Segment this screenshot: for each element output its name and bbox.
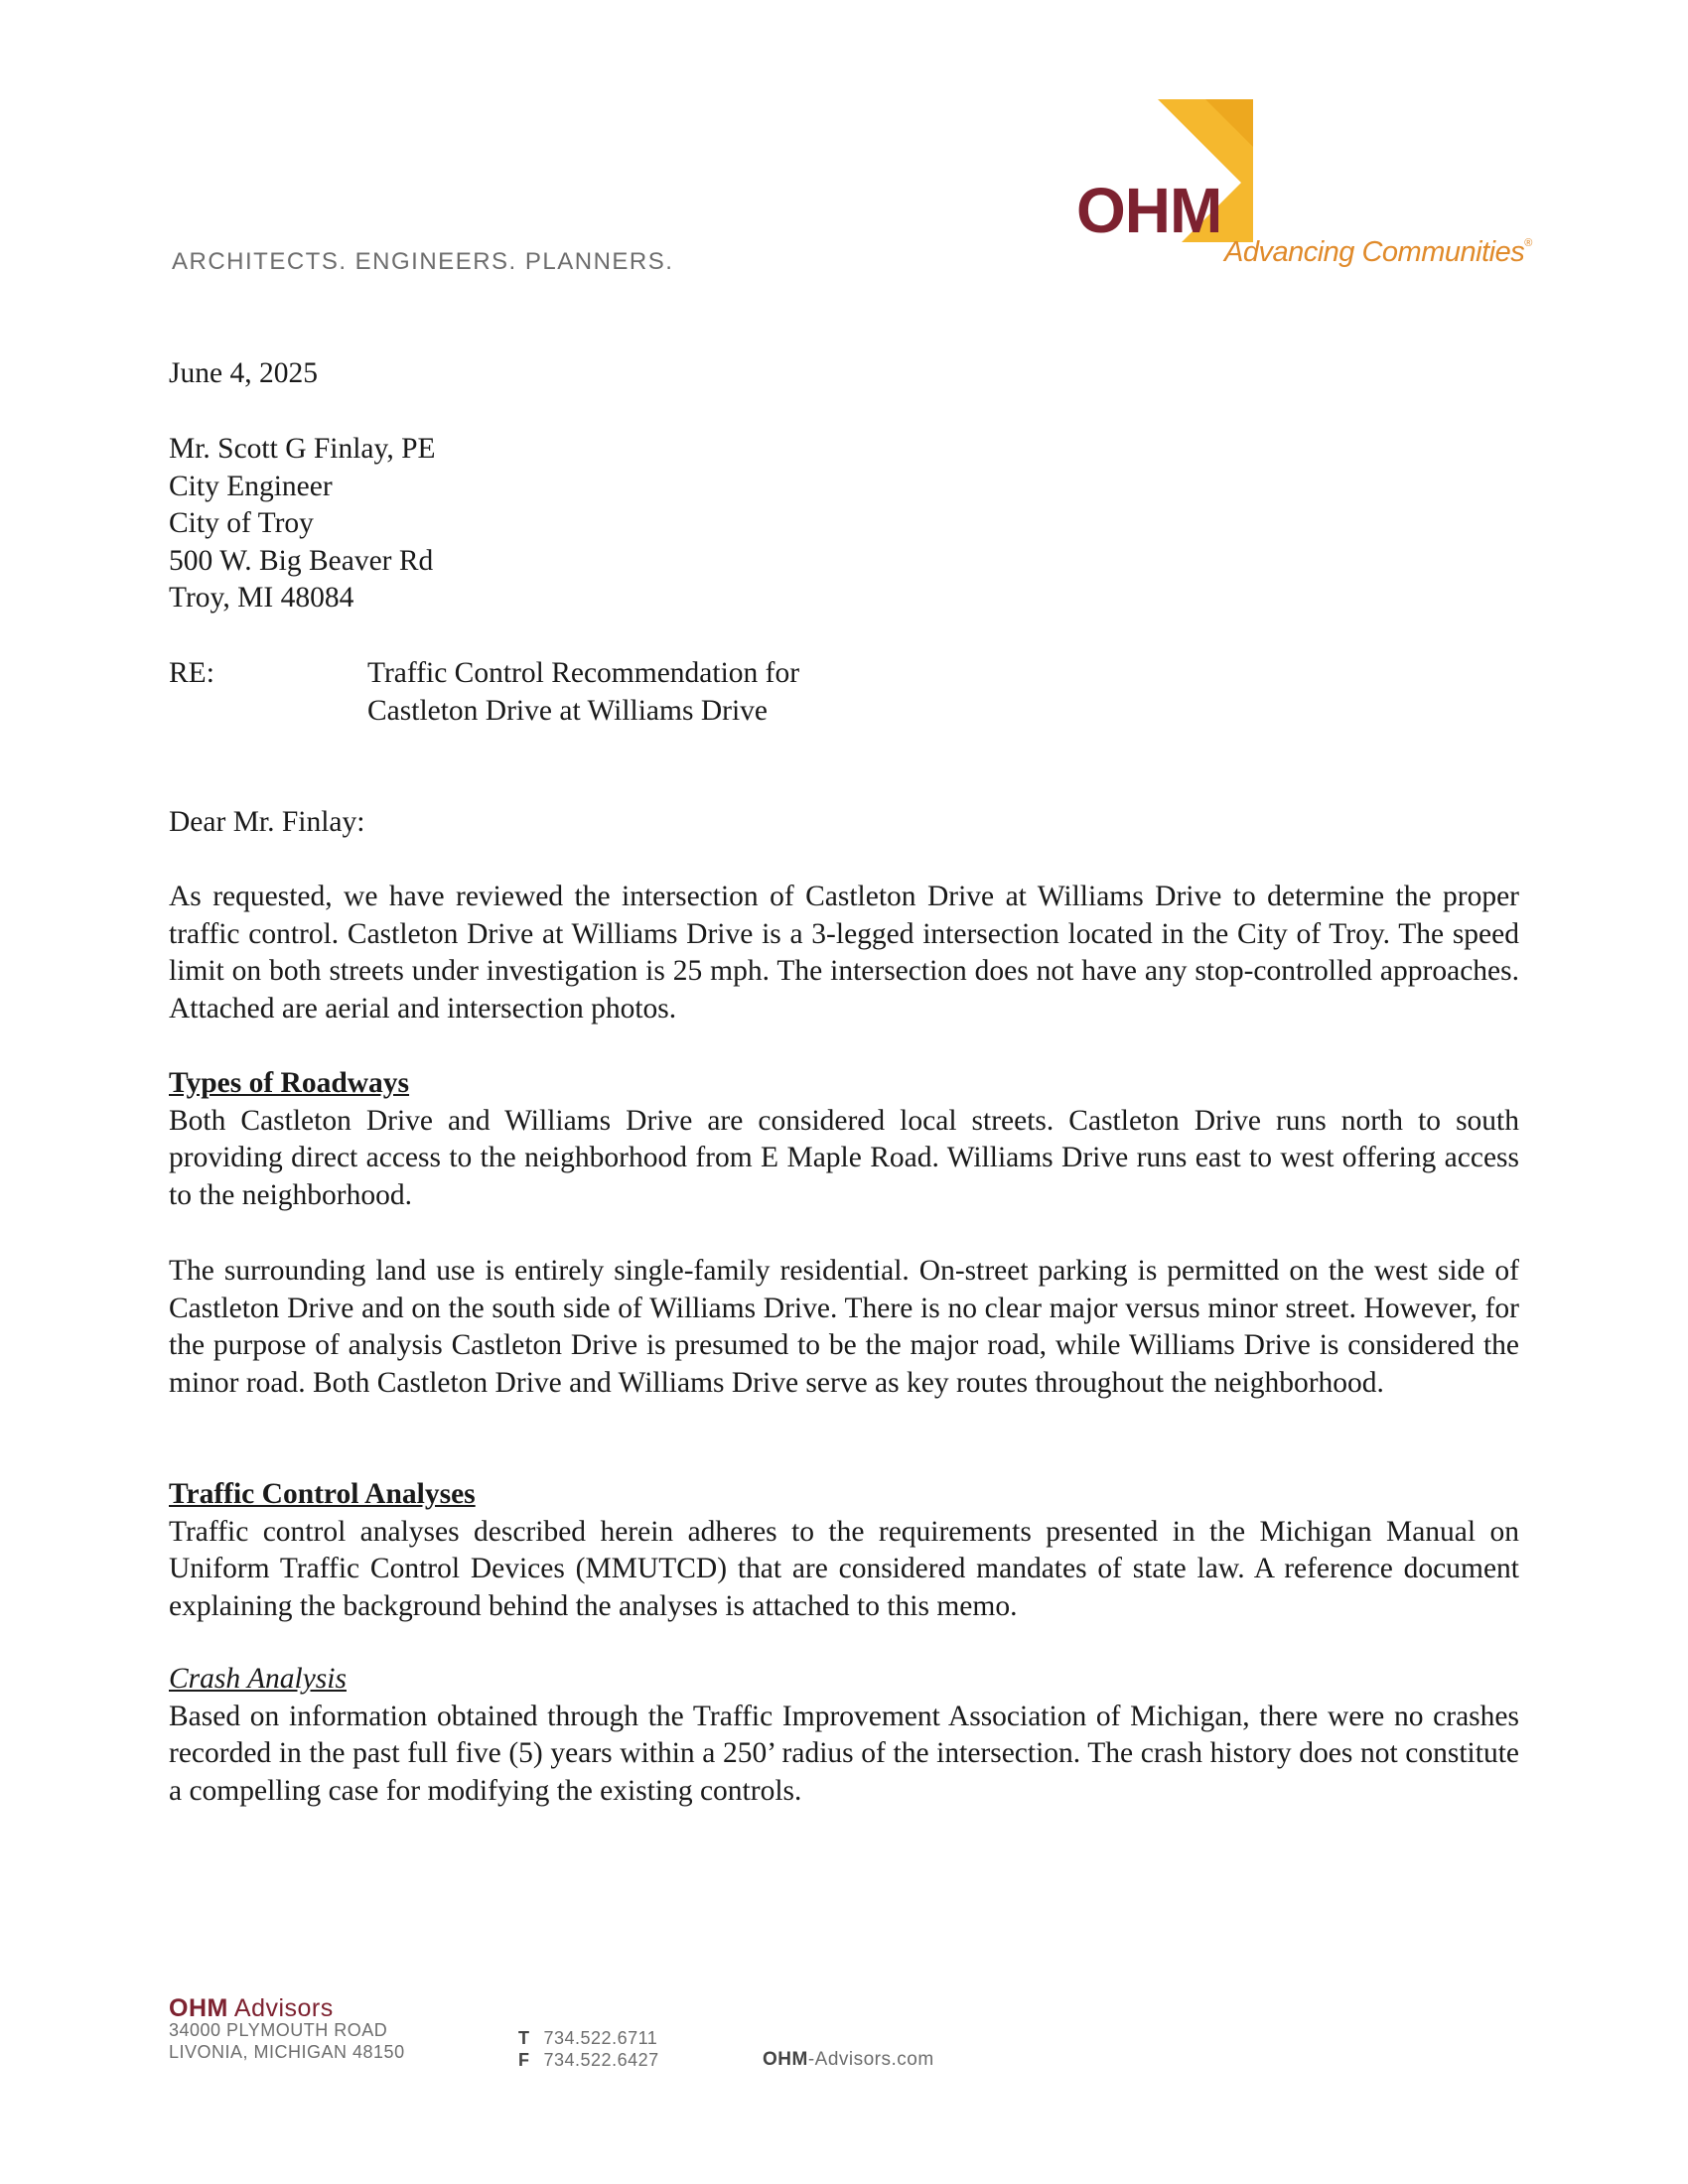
- intro-text: As requested, we have reviewed the intersection of Castleton Drive at Williams Drive to determine the proper traffic control. Castleton Drive at Williams Drive is a 3-legged intersection located in the City of Troy. The speed limit on both streets under investigation is 25 mph. The intersection does not have any stop-controlled approaches. Attached are aerial and intersection photos.: [169, 881, 1519, 1024]
- recipient-street: 500 W. Big Beaver Rd: [169, 544, 434, 577]
- subsection-crash-analysis: [169, 1661, 1519, 1810]
- recipient-city: Troy, MI 48084: [169, 582, 354, 614]
- footer-fax: F 734.522.6427: [518, 2050, 659, 2070]
- logo-tagline: Advancing Communities®: [1224, 236, 1532, 268]
- salutation: Dear Mr. Finlay:: [169, 806, 365, 838]
- footer-contact: [518, 2027, 659, 2071]
- section-paragraph: Both Castleton Drive and Williams Drive are considered local streets. Castleton Drive runs north to south providing direct access to the neighborhood from E Maple Road. Williams Drive runs east to west offering access to the neighborhood.: [169, 1104, 1519, 1211]
- re-label: RE:: [169, 657, 214, 689]
- land-use-paragraph: [169, 1253, 1519, 1402]
- recipient-address: [169, 431, 436, 617]
- section-types-of-roadways: [169, 1065, 1519, 1214]
- recipient-name: Mr. Scott G Finlay, PE: [169, 433, 436, 465]
- re-subject-line: Traffic Control Recommendation for: [367, 657, 800, 689]
- subsection-heading: Crash Analysis: [169, 1663, 347, 1695]
- section-paragraph: The surrounding land use is entirely single-family residential. On-street parking is permitted on the west side of Castleton Drive and on the south side of Williams Drive. There is no clear major versus minor street. However, for the purpose of analysis Castleton Drive is presumed to be the major road, while Williams Drive is considered the minor road. Both Castleton Drive and Williams Drive serve as key routes throughout the neighborhood.: [169, 1255, 1519, 1399]
- section-traffic-control-analyses: [169, 1476, 1519, 1625]
- letterhead-tagline: ARCHITECTS. ENGINEERS. PLANNERS.: [172, 248, 674, 275]
- re-subject-line: Castleton Drive at Williams Drive: [367, 694, 768, 727]
- footer-phone: T 734.522.6711: [518, 2028, 658, 2048]
- footer-address-block: [169, 1994, 405, 2063]
- footer-brand: OHM Advisors: [169, 1994, 334, 2022]
- letter-date: June 4, 2025: [169, 357, 318, 389]
- section-heading: Types of Roadways: [169, 1067, 410, 1099]
- re-subject: [367, 655, 799, 730]
- intro-paragraph: [169, 879, 1519, 1027]
- logo-wordmark: OHM: [1076, 175, 1222, 246]
- recipient-org: City of Troy: [169, 507, 314, 539]
- section-heading: Traffic Control Analyses: [169, 1478, 476, 1510]
- ohm-logo: [1062, 95, 1532, 284]
- subsection-paragraph: Based on information obtained through the Traffic Improvement Association of Michigan, there were no crashes recorded in the past full five (5) years within a 250’ radius of the intersection. The crash history does not constitute a compelling case for modifying the existing controls.: [169, 1700, 1519, 1807]
- footer-website[interactable]: OHM-Advisors.com: [763, 2049, 934, 2070]
- section-paragraph: Traffic control analyses described herein adheres to the requirements presented in the Michigan Manual on Uniform Traffic Control Devices (MMUTCD) that are considered mandates of state law. A reference document explaining the background behind the analyses is attached to this memo.: [169, 1515, 1519, 1622]
- recipient-title: City Engineer: [169, 470, 333, 502]
- footer-address-line: 34000 PLYMOUTH ROAD: [169, 2020, 388, 2040]
- footer-address-line: LIVONIA, MICHIGAN 48150: [169, 2042, 405, 2062]
